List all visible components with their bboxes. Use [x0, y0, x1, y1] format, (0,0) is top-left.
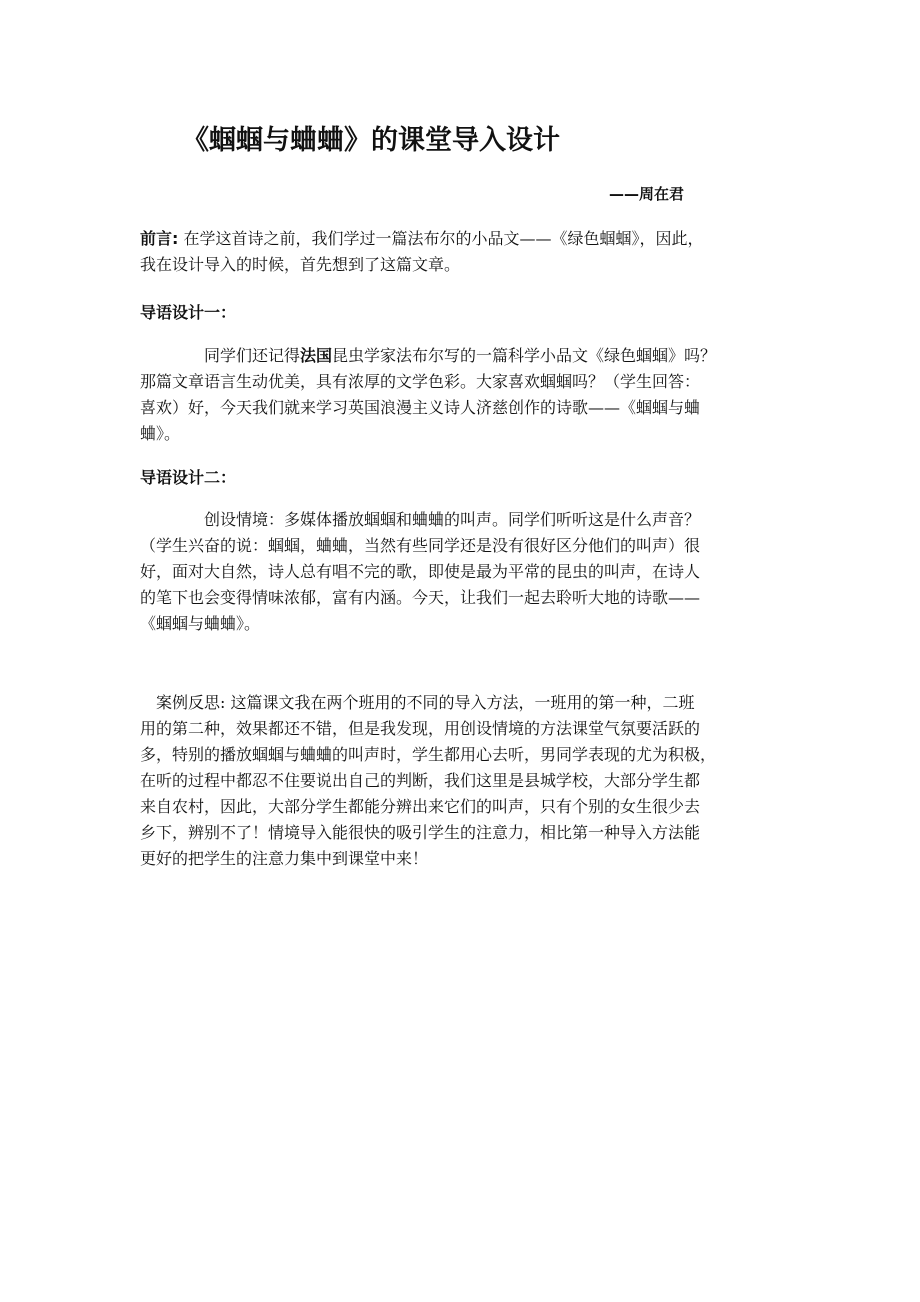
design-1-line-4: 蛐》。 [140, 424, 181, 443]
reflection-line-6: 乡下，辨别不了！情境导入能很快的吸引学生的注意力，相比第一种导入方法能 [140, 823, 701, 842]
document-title: 《蝈蝈与蛐蛐》的课堂导入设计 [182, 125, 560, 156]
reflection-line-3: 多，特别的播放蝈蝈与蛐蛐的叫声时，学生都用心去听，男同学表现的尤为积极， [140, 745, 717, 764]
preface-text-1: 在学这首诗之前，我们学过一篇法布尔的小品文——《绿色蝈蝈》，因此， [178, 229, 704, 248]
design-1-text-after: 昆虫学家法布尔写的一篇科学小品文《绿色蝈蝈》吗？ [332, 346, 717, 365]
reflection-line-7: 更好的把学生的注意力集中到课堂中来！ [140, 849, 429, 868]
design-2-heading: 导语设计二： [140, 468, 237, 487]
design-1-paragraph [140, 343, 780, 447]
design-1-heading: 导语设计一： [140, 303, 237, 322]
reflection-line-2: 用的第二种，效果都还不错，但是我发现，用创设情境的方法课堂气氛要活跃的 [140, 719, 701, 738]
design-1-bold-text: 法国 [300, 346, 333, 365]
preface-paragraph [140, 226, 780, 278]
reflection-line-5: 来自农村，因此，大部分学生都能分辨出来它们的叫声，只有个别的女生很少去 [140, 797, 701, 816]
design-1-line-1 [140, 343, 780, 369]
design-2-line-4: 的笔下也会变得情味浓郁，富有内涵。今天，让我们一起去聆听大地的诗歌—— [140, 588, 701, 607]
reflection-label: 案例反思: [156, 693, 226, 712]
design-2-line-2: （学生兴奋的说：蝈蝈，蛐蛐，当然有些同学还是没有很好区分他们的叫声）很 [140, 536, 701, 555]
design-2-line-5: 《蝈蝈与蛐蛐》。 [140, 614, 261, 633]
reflection-line-1 [140, 690, 780, 716]
reflection-paragraph [140, 690, 780, 872]
preface-line-2: 我在设计导入的时候，首先想到了这篇文章。 [140, 255, 461, 274]
preface-line-1 [140, 226, 780, 252]
design-1-line-2: 那篇文章语言生动优美，具有浓厚的文学色彩。大家喜欢蝈蝈吗？（学生回答： [140, 372, 701, 391]
reflection-text-1: 这篇课文我在两个班用的不同的导入方法，一班用的第一种，二班 [225, 693, 695, 712]
design-2-paragraph [140, 507, 780, 637]
design-1-line-3: 喜欢）好，今天我们就来学习英国浪漫主义诗人济慈创作的诗歌——《蝈蝈与蛐 [140, 398, 701, 417]
design-2-line-1: 创设情境：多媒体播放蝈蝈和蛐蛐的叫声。同学们听听这是什么声音？ [204, 510, 701, 529]
reflection-line-4: 在听的过程中都忍不住要说出自己的判断，我们这里是县城学校，大部分学生都 [140, 771, 701, 790]
design-2-line-3: 好，面对大自然，诗人总有唱不完的歌，即使是最为平常的昆虫的叫声，在诗人 [140, 562, 701, 581]
preface-label: 前言: [140, 229, 179, 248]
design-1-text-before: 同学们还记得 [204, 346, 301, 365]
author-line: ——周在君 [609, 185, 685, 203]
